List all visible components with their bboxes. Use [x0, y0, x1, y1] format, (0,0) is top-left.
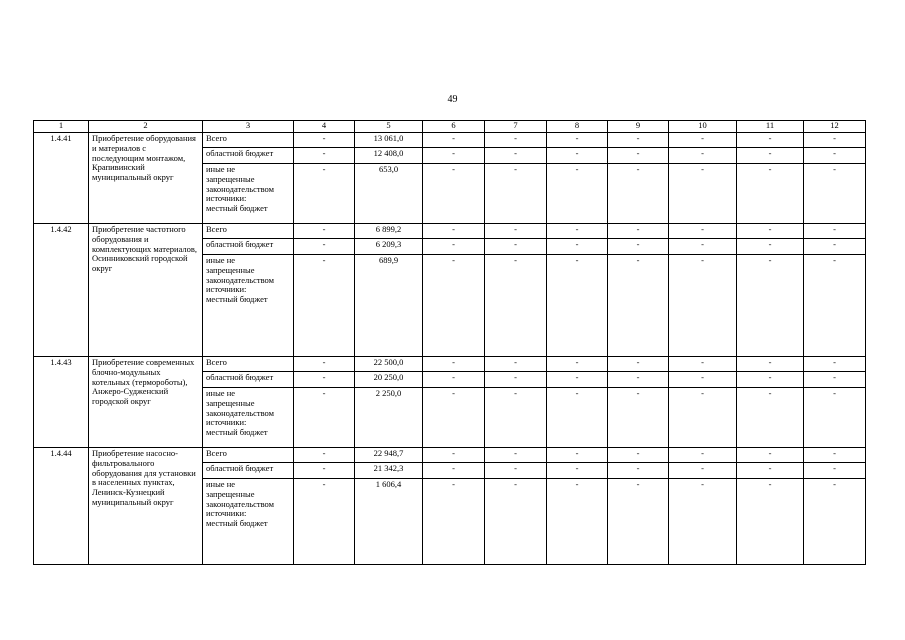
value-cell: - — [669, 224, 737, 239]
value-cell: - — [804, 133, 866, 148]
column-header: 4 — [294, 121, 355, 133]
funding-source-line: источники: — [206, 284, 247, 295]
value-cell: - — [547, 479, 608, 565]
column-header: 9 — [608, 121, 669, 133]
funding-source-line: источники: — [206, 508, 247, 519]
funding-source-label: Всего — [203, 357, 294, 372]
value-cell: - — [669, 479, 737, 565]
value-cell: - — [804, 239, 866, 255]
value-cell: - — [669, 388, 737, 448]
value-cell: - — [737, 133, 804, 148]
value-cell: 22 500,0 — [355, 357, 423, 372]
value-cell: - — [608, 448, 669, 463]
value-cell: - — [669, 148, 737, 164]
funding-source-line: запрещенные — [206, 488, 255, 499]
funding-source-label: Всего — [203, 133, 294, 148]
value-cell: - — [294, 255, 355, 357]
value-cell: - — [737, 448, 804, 463]
value-cell: - — [547, 463, 608, 479]
value-cell: - — [608, 388, 669, 448]
table-row — [34, 224, 866, 239]
column-header: 11 — [737, 121, 804, 133]
funding-source-label: областной бюджет — [203, 463, 294, 479]
value-cell: - — [804, 388, 866, 448]
value-cell: - — [294, 388, 355, 448]
funding-source-line: источники: — [206, 193, 247, 204]
column-header: 12 — [804, 121, 866, 133]
item-number: 1.4.42 — [34, 224, 89, 357]
funding-source-line: иные не — [206, 479, 236, 489]
value-cell: - — [737, 372, 804, 388]
column-header: 10 — [669, 121, 737, 133]
value-cell: 689,9 — [355, 255, 423, 357]
value-cell: - — [423, 479, 485, 565]
column-header: 1 — [34, 121, 89, 133]
funding-source-line: запрещенные — [206, 264, 255, 275]
value-cell: 13 061,0 — [355, 133, 423, 148]
item-number: 1.4.44 — [34, 448, 89, 565]
value-cell: - — [608, 479, 669, 565]
value-cell: 6 899,2 — [355, 224, 423, 239]
value-cell: - — [804, 372, 866, 388]
funding-source-label: областной бюджет — [203, 372, 294, 388]
value-cell: - — [608, 224, 669, 239]
value-cell: - — [485, 372, 547, 388]
value-cell: - — [294, 164, 355, 224]
item-name: Приобретение частотного оборудования и комплектующих материалов, Осинниковский городской округ — [89, 224, 203, 357]
value-cell: - — [608, 164, 669, 224]
value-cell: - — [669, 164, 737, 224]
value-cell: - — [737, 357, 804, 372]
value-cell: - — [737, 255, 804, 357]
value-cell: - — [804, 164, 866, 224]
value-cell: - — [423, 148, 485, 164]
value-cell: - — [485, 148, 547, 164]
value-cell: - — [547, 148, 608, 164]
value-cell: - — [294, 372, 355, 388]
column-header: 7 — [485, 121, 547, 133]
value-cell: - — [608, 463, 669, 479]
value-cell: 22 948,7 — [355, 448, 423, 463]
funding-source-label: Всего — [203, 224, 294, 239]
item-name: Приобретение оборудования и материалов с последующим монтажом, Крапивинский муниципальный округ — [89, 133, 203, 224]
column-header: 8 — [547, 121, 608, 133]
value-cell: - — [669, 463, 737, 479]
value-cell: - — [423, 164, 485, 224]
item-number: 1.4.43 — [34, 357, 89, 448]
value-cell: - — [485, 255, 547, 357]
item-name: Приобретение современных блочно-модульных котельных (термороботы), Анжеро-Судженский городской округ — [89, 357, 203, 448]
value-cell: - — [294, 148, 355, 164]
item-number: 1.4.41 — [34, 133, 89, 224]
column-header: 3 — [203, 121, 294, 133]
funding-source-line: иные не — [206, 255, 236, 265]
value-cell: - — [547, 372, 608, 388]
funding-source-line: источники: — [206, 417, 247, 428]
value-cell: 1 606,4 — [355, 479, 423, 565]
value-cell: - — [737, 148, 804, 164]
value-cell: - — [294, 463, 355, 479]
funding-source-line: местный бюджет — [206, 427, 268, 438]
value-cell: - — [547, 448, 608, 463]
value-cell: - — [804, 448, 866, 463]
funding-source-line: запрещенные — [206, 397, 255, 408]
value-cell: - — [608, 239, 669, 255]
value-cell: - — [804, 224, 866, 239]
value-cell: - — [423, 224, 485, 239]
value-cell: - — [737, 463, 804, 479]
value-cell: 6 209,3 — [355, 239, 423, 255]
funding-source-label — [203, 255, 294, 357]
value-cell: 12 408,0 — [355, 148, 423, 164]
value-cell: - — [669, 255, 737, 357]
table-row — [34, 357, 866, 372]
value-cell: - — [547, 133, 608, 148]
value-cell: - — [294, 479, 355, 565]
value-cell: - — [669, 239, 737, 255]
funding-source-line: законодательством — [206, 498, 275, 509]
value-cell: - — [423, 372, 485, 388]
column-header: 6 — [423, 121, 485, 133]
value-cell: - — [485, 388, 547, 448]
funding-source-line: законодательством — [206, 183, 275, 194]
value-cell: - — [423, 357, 485, 372]
value-cell: - — [737, 224, 804, 239]
value-cell: - — [547, 388, 608, 448]
value-cell: 2 250,0 — [355, 388, 423, 448]
value-cell: - — [423, 239, 485, 255]
value-cell: - — [669, 133, 737, 148]
value-cell: - — [737, 388, 804, 448]
value-cell: - — [485, 239, 547, 255]
header-row — [34, 121, 866, 133]
value-cell: - — [669, 372, 737, 388]
value-cell: - — [804, 357, 866, 372]
value-cell: - — [608, 357, 669, 372]
value-cell: - — [547, 239, 608, 255]
budget-table — [33, 120, 866, 565]
funding-source-label: областной бюджет — [203, 239, 294, 255]
value-cell: - — [804, 148, 866, 164]
value-cell: - — [485, 463, 547, 479]
value-cell: - — [608, 255, 669, 357]
value-cell: - — [294, 224, 355, 239]
value-cell: - — [804, 479, 866, 565]
value-cell: - — [294, 357, 355, 372]
value-cell: - — [485, 133, 547, 148]
value-cell: - — [294, 133, 355, 148]
value-cell: - — [608, 133, 669, 148]
value-cell: 21 342,3 — [355, 463, 423, 479]
value-cell: - — [485, 224, 547, 239]
value-cell: - — [547, 164, 608, 224]
value-cell: - — [669, 448, 737, 463]
funding-source-label — [203, 388, 294, 448]
value-cell: - — [608, 372, 669, 388]
value-cell: - — [485, 479, 547, 565]
value-cell: - — [669, 357, 737, 372]
funding-source-line: местный бюджет — [206, 294, 268, 305]
funding-source-label: областной бюджет — [203, 148, 294, 164]
table-row — [34, 448, 866, 463]
item-name: Приобретение насосно-фильтровального оборудования для установки в населенных пунктах, Ленинск-Кузнецкий муниципальный округ — [89, 448, 203, 565]
funding-source-label — [203, 164, 294, 224]
value-cell: - — [485, 357, 547, 372]
value-cell: - — [547, 357, 608, 372]
value-cell: - — [423, 133, 485, 148]
value-cell: - — [294, 448, 355, 463]
funding-source-line: иные не — [206, 388, 236, 398]
funding-source-line: иные не — [206, 164, 236, 174]
value-cell: 20 250,0 — [355, 372, 423, 388]
value-cell: - — [547, 224, 608, 239]
funding-source-line: местный бюджет — [206, 518, 268, 529]
value-cell: - — [423, 255, 485, 357]
value-cell: - — [547, 255, 608, 357]
funding-source-line: законодательством — [206, 407, 275, 418]
funding-source-label: Всего — [203, 448, 294, 463]
value-cell: - — [737, 164, 804, 224]
value-cell: - — [804, 463, 866, 479]
value-cell: - — [294, 239, 355, 255]
value-cell: - — [423, 388, 485, 448]
value-cell: - — [608, 148, 669, 164]
table-row — [34, 133, 866, 148]
funding-source-label — [203, 479, 294, 565]
column-header: 5 — [355, 121, 423, 133]
value-cell: - — [804, 255, 866, 357]
value-cell: - — [423, 448, 485, 463]
funding-source-line: местный бюджет — [206, 203, 268, 214]
value-cell: - — [485, 164, 547, 224]
value-cell: - — [737, 239, 804, 255]
funding-source-line: законодательством — [206, 274, 275, 285]
value-cell: 653,0 — [355, 164, 423, 224]
value-cell: - — [737, 479, 804, 565]
page-number: 49 — [447, 94, 458, 105]
funding-source-line: запрещенные — [206, 173, 255, 184]
value-cell: - — [423, 463, 485, 479]
value-cell: - — [485, 448, 547, 463]
column-header: 2 — [89, 121, 203, 133]
